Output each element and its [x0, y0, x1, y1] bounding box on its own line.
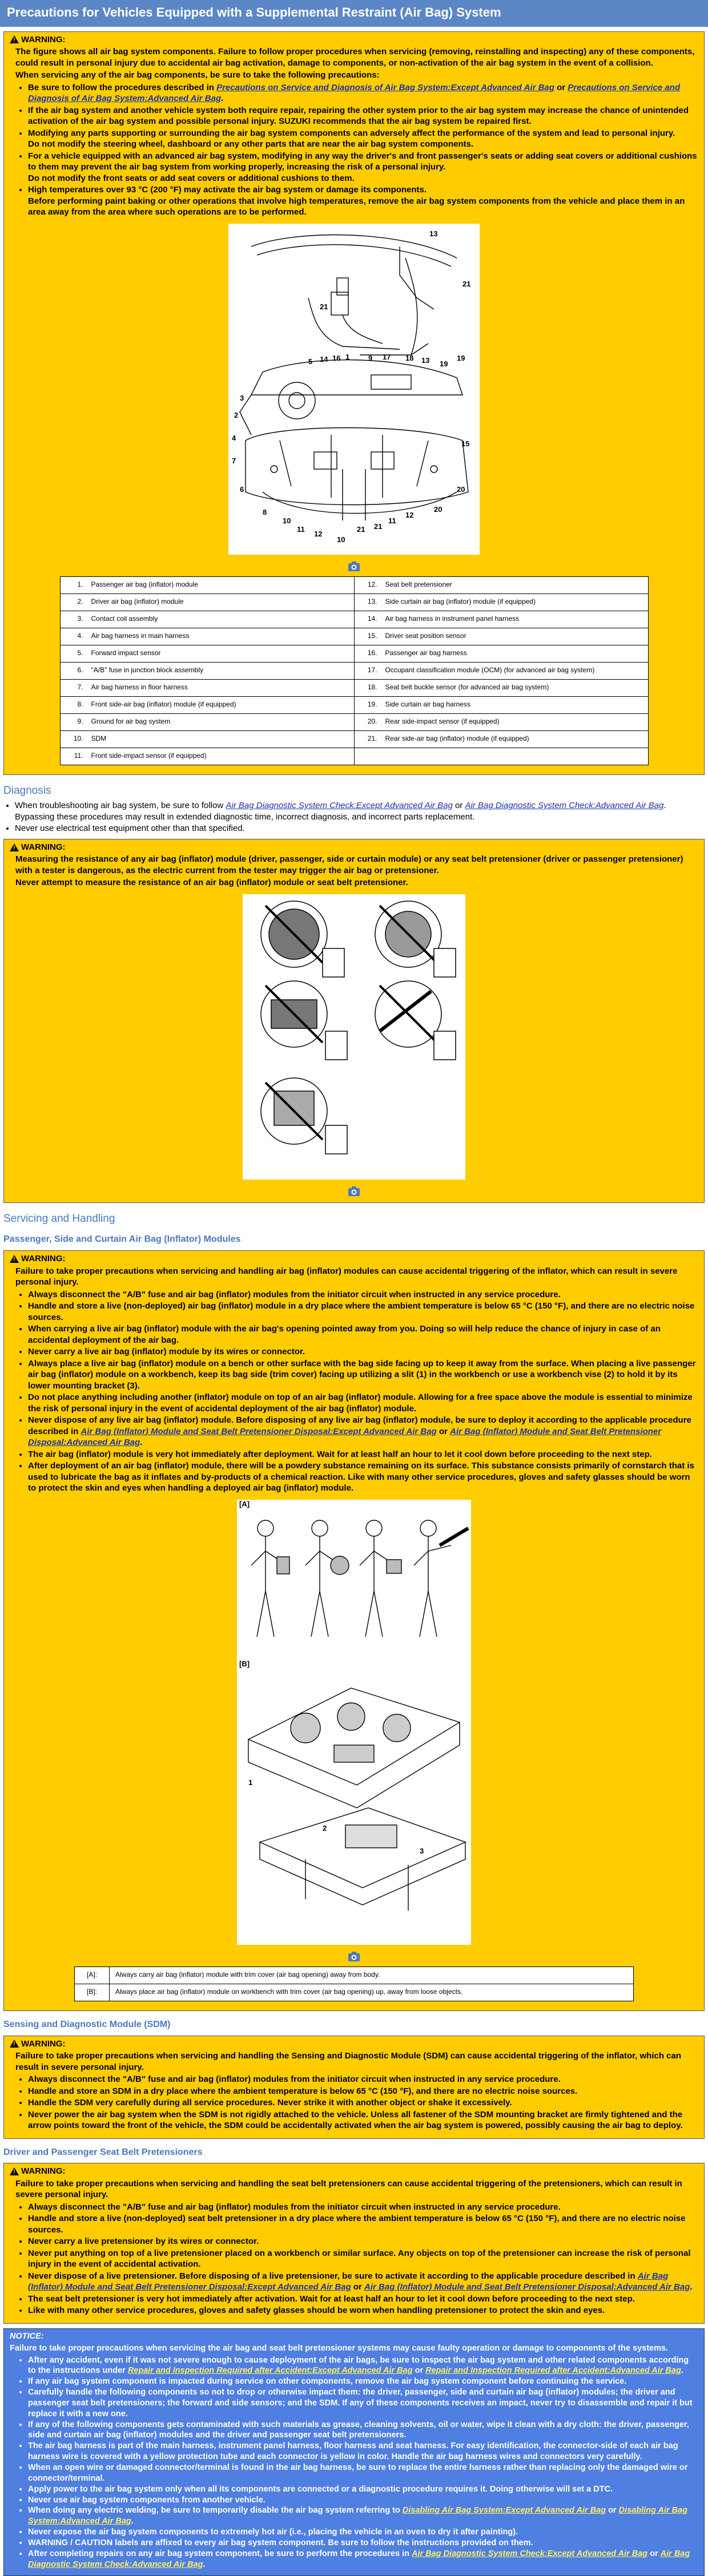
legend-number: 2.	[60, 593, 86, 611]
legend-label: Contact coil assembly	[86, 611, 355, 628]
warning-item: • High temperatures over 93 °C (200 °F) may activate the air bag system or damage its components. Before performing paint baking or other operations that involve high temperatures, remove the air bag system components from the vehicle and place them in an area away from the area where such operations are to be performed.	[28, 184, 698, 218]
link-precautions-except-advanced[interactable]: Precautions on Service and Diagnosis of Air Bag System:Except Advanced Air Bag	[216, 82, 554, 92]
callout: 14	[320, 354, 328, 364]
legend-text: Always carry air bag (inflator) module with trim cover (air bag opening) away from body.	[110, 1967, 634, 1984]
warning-item: • Handle the SDM very carefully during all service procedures. Never strike it with another object or shake it excessively.	[28, 2097, 698, 2109]
warning-item: • Never carry a live air bag (inflator) module by its wires or connector.	[28, 1346, 698, 1358]
link-diag-check-except-advanced[interactable]: Air Bag Diagnostic System Check:Except Advanced Air Bag	[411, 2549, 648, 2558]
legend-number: 18.	[354, 679, 380, 696]
diagnosis-list	[5, 800, 703, 834]
notice-label: NOTICE:	[10, 2331, 44, 2341]
handling-legend-table	[74, 1967, 634, 2001]
legend-label: Ground for air bag system	[86, 713, 355, 730]
notice-intro: Failure to take proper precautions when servicing the air bag and seat belt pretensioner systems may cause faulty operation or damage to components of the systems.	[10, 2343, 669, 2353]
callout: 2	[323, 1823, 327, 1832]
warning-item: • After deployment of an air bag (inflator) module, there will be a powdery substance remaining on its surface. This substance consists primarily of cornstarch that is used to lubricate the bag as it inflates and by-products of a chemical reaction. Like with many other service procedures, gloves and safety glasses should be worn to protect the skin and eyes when handling a deployed air bag (inflator) module.	[28, 1460, 698, 1494]
callout: 21	[320, 302, 328, 311]
warning-triangle-icon	[10, 2167, 19, 2175]
legend-number: 13.	[354, 593, 380, 611]
warning-label: WARNING:	[21, 34, 66, 45]
warning-item: • Never carry a live pretensioner by its wires or connector.	[28, 2236, 698, 2247]
no-tester-figure	[243, 894, 465, 1180]
legend-number: 11.	[60, 748, 86, 765]
legend-number: 10.	[60, 730, 86, 748]
vehicle-diagram-illustration	[228, 224, 480, 555]
link-repair-advanced[interactable]: Repair and Inspection Required after Accident:Advanced Air Bag	[425, 2366, 681, 2376]
notice-box	[3, 2328, 705, 2576]
callout: 19	[440, 359, 448, 368]
callout: 9	[368, 353, 373, 362]
servicing-heading: Servicing and Handling	[3, 1212, 115, 1225]
diagnosis-item: • When troubleshooting air bag system, be sure to follow Air Bag Diagnostic System Check:Except Advanced Air Bag or Air Bag Diagnostic System Check:Advanced Air Bag. Bypassing these procedures may result in extended diagnostic time, incorrect diagnosis, and incorrect parts replacement.	[15, 800, 703, 822]
callout: 12	[405, 510, 414, 519]
warning-triangle-icon	[10, 1255, 19, 1263]
warning-item: • Modifying any parts supporting or surrounding the air bag system components can adversely affect the performance of the system and lead to personal injury. Do not modify the steering wheel, dashboard or any other parts that are near the air bag system components.	[28, 128, 698, 150]
legend-label: Passenger air bag harness	[380, 645, 649, 662]
legend-key: [B]:	[75, 1984, 110, 2001]
callout: 18	[405, 353, 414, 362]
warning-box-sdm	[3, 2036, 705, 2139]
legend-label	[380, 748, 649, 765]
warning-label: WARNING:	[21, 1254, 66, 1264]
callout: 4	[232, 433, 236, 442]
legend-label: Front side-air bag (inflator) module (if equipped)	[86, 696, 355, 713]
warning-intro-2: When servicing any of the air bag components, be sure to take the following precautions:	[15, 70, 380, 80]
link-disabling-advanced[interactable]: Disabling Air Bag System:Advanced Air Bag	[28, 2506, 687, 2526]
notice-item: • If any of the following components gets contaminated with such materials as grease, cleaning solvents, oil or water, wipe it clean with a dry cloth: the driver, passenger, side and curtain air bag (inflator) modules and the driver and passenger seat belt pretensioners.	[28, 2420, 698, 2441]
warning-box-servicing	[3, 1250, 705, 2011]
callout: 20	[457, 484, 465, 494]
warning-item: • Never power the air bag system when the SDM is not rigidly attached to the vehicle. Unless all fastener of the SDM mounting bracket are firmly tightened and the arrow points toward the front of the vehicle, the SDM could be accidentally activated when the air bag system is powered, possibly causing the air bag to deploy.	[28, 2109, 698, 2131]
link-disposal-advanced[interactable]: Air Bag (Inflator) Module and Seat Belt Pretensioner Disposal:Advanced Air Bag	[28, 1426, 662, 1448]
notice-item: • Never expose the air bag system components to extremely hot air (i.e., placing the vehicle in an oven to dry it after painting).	[28, 2527, 698, 2538]
warning-item: • Never put anything on top of a live pretensioner placed on a workbench or similar surface. Any objects on top of the pretensioner can increase the risk of personal injury in the event of accidental activation.	[28, 2248, 698, 2270]
warning-box-components	[3, 31, 705, 775]
callout: 3	[240, 393, 244, 402]
link-repair-except-advanced[interactable]: Repair and Inspection Required after Accident:Except Advanced Air Bag	[127, 2366, 413, 2376]
legend-number: 14.	[354, 611, 380, 628]
legend-number: 17.	[354, 662, 380, 679]
legend-number: 16.	[354, 645, 380, 662]
warning-item: • Like with many other service procedures, gloves and safety glasses should be worn when handling pretensioner to protect the skin and eyes.	[28, 2305, 698, 2316]
callout: 8	[263, 507, 267, 516]
warning-text: Measuring the resistance of any air bag (inflator) module (driver, passenger, side or curtain module) or any seat belt pretensioner (driver or passenger pretensioner) with a tester is dangerous, as the electric current from the tester may trigger the air bag or pretensioner.	[15, 854, 683, 875]
legend-label: Driver air bag (inflator) module	[86, 593, 355, 611]
legend-label: Seat belt pretensioner	[380, 576, 649, 593]
carry-module-illustration	[237, 1511, 471, 1654]
warning-intro: Failure to take proper precautions when servicing and handling air bag (inflator) modules can cause accidental triggering of the inflator, which can result in severe personal injury.	[15, 1266, 678, 1287]
notice-item: • After completing repairs on any air bag system component, be sure to perform the procedures in Air Bag Diagnostic System Check:Except Advanced Air Bag or Air Bag Diagnostic System Check:Advanced Air Bag.	[28, 2549, 698, 2570]
warning-item: • For a vehicle equipped with an advanced air bag system, modifying in any way the driver's and front passenger's seats or adding seat covers or additional cushions to them may prevent the air bag system from working properly, increasing the risk of a personal injury. Do not modify the front seats or add seat covers or additional cushions to them.	[28, 151, 698, 184]
legend-text: Always place air bag (inflator) module on workbench with trim cover (air bag opening) up, away from loose objects.	[110, 1984, 634, 2001]
legend-number: 12.	[354, 576, 380, 593]
legend-row	[60, 679, 648, 696]
zoom-camera-icon[interactable]	[348, 1185, 360, 1197]
diagnosis-item: • Never use electrical test equipment other than that specified.	[15, 823, 703, 834]
callout: 3	[420, 1846, 424, 1855]
callout: 6	[240, 484, 244, 494]
callout: 21	[462, 279, 471, 288]
air-bag-components-figure	[228, 224, 480, 555]
warning-item: • When carrying a live air bag (inflator) module with the air bag's opening pointed away from you. Doing so will help reduce the chance of injury in case of an accidental deployment of the air bag.	[28, 1323, 698, 1346]
warning-item: • The air bag (inflator) module is very hot immediately after deployment. Wait for at least half an hour to let it cool down before proceeding to the next step.	[28, 1449, 698, 1460]
legend-label: Side curtain air bag harness	[380, 696, 649, 713]
callout: 10	[337, 535, 345, 544]
notice-item: • Never use air bag system components from another vehicle.	[28, 2495, 698, 2506]
warning-box-pretensioner	[3, 2163, 705, 2324]
prohibited-measurement-illustration	[243, 894, 465, 1180]
legend-label: Air bag harness in floor harness	[86, 679, 355, 696]
callout: 13	[421, 356, 430, 365]
legend-label: Rear side-impact sensor (if equipped)	[380, 713, 649, 730]
link-diag-check-except-advanced[interactable]: Air Bag Diagnostic System Check:Except Advanced Air Bag	[226, 801, 453, 811]
legend-number: 21.	[354, 730, 380, 748]
legend-number: 6.	[60, 662, 86, 679]
warning-item: • Be sure to follow the procedures described in Precautions on Service and Diagnosis of Air Bag System:Except Advanced Air Bag or Precautions on Service and Diagnosis of Air Bag System:Advanced Air Bag.	[28, 82, 698, 104]
link-disposal-except-advanced[interactable]: Air Bag (Inflator) Module and Seat Belt Pretensioner Disposal:Except Advanced Air Bag	[81, 1426, 437, 1436]
warning-intro: Failure to take proper precautions when servicing and handling the seat belt pretensioners can cause accidental triggering of the pretensioners, which can result in severe personal injury.	[15, 2178, 682, 2200]
legend-label: Passenger air bag (inflator) module	[86, 576, 355, 593]
legend-row	[60, 628, 648, 645]
warning-item: • Always place a live air bag (inflator) module on a bench or other surface with the bag side facing up to keep it away from the surface. When placing a live passenger air bag (inflator) module on a workbench, keep its bag side (trim cover) facing up utilizing a slit (1) in the workbench or use a workbench vise (2) to hold it by its lower mounting bracket (3).	[28, 1358, 698, 1392]
zoom-camera-icon[interactable]	[348, 560, 360, 572]
pretensioner-heading: Driver and Passenger Seat Belt Pretensioners	[3, 2147, 203, 2157]
callout: 21	[357, 524, 365, 534]
figure-label-a: [A]	[239, 1499, 250, 1508]
link-diag-check-advanced[interactable]: Air Bag Diagnostic System Check:Advanced Air Bag	[465, 801, 664, 811]
warning-item: • Never dispose of any live air bag (inflator) module. Before disposing of any live air bag (inflator) module, be sure to deploy it according to the applicable procedure described in Air Bag (Inflator) Module and Seat Belt Pretensioner Disposal:Except Advanced Air Bag or Air Bag (Inflator) Module and Seat Belt Pretensioner Disposal:Advanced Air Bag.	[28, 1415, 698, 1448]
legend-number: 19.	[354, 696, 380, 713]
link-disposal-except-advanced[interactable]: Air Bag (Inflator) Module and Seat Belt Pretensioner Disposal:Except Advanced Air Bag	[28, 2271, 669, 2292]
legend-number: 8.	[60, 696, 86, 713]
warning-box-diagnosis	[3, 839, 705, 1203]
warning-item: • Always disconnect the "A/B" fuse and air bag (inflator) modules from the initiator circuit when instructed in any service procedure.	[28, 2202, 698, 2213]
legend-label: "A/B" fuse in junction block assembly	[86, 662, 355, 679]
warning-label: WARNING:	[21, 842, 66, 852]
legend-row	[60, 645, 648, 662]
legend-row	[60, 730, 648, 748]
legend-row	[60, 696, 648, 713]
warning-item: • Do not place anything including another (inflator) module on top of an air bag (inflator) module. Allowing for a free space above the module is essential to minimize the risk of personal injury in the event of accidental deployment of the air bag (inflator) module.	[28, 1392, 698, 1414]
link-precautions-advanced[interactable]: Precautions on Service and Diagnosis of Air Bag System:Advanced Air Bag	[28, 82, 681, 104]
passenger-modules-subheading: Passenger, Side and Curtain Air Bag (Inflator) Modules	[3, 1234, 241, 1245]
legend-label: Forward impact sensor	[86, 645, 355, 662]
link-disabling-except-advanced[interactable]: Disabling Air Bag System:Except Advanced Air Bag	[402, 2506, 606, 2516]
warning-triangle-icon	[10, 2040, 19, 2048]
callout: 1	[248, 1778, 253, 1787]
callout: 12	[314, 529, 323, 538]
legend-row	[60, 748, 648, 765]
sdm-heading: Sensing and Diagnostic Module (SDM)	[3, 2019, 171, 2029]
callout: 21	[374, 522, 383, 531]
callout: 17	[383, 352, 391, 361]
callout: 7	[232, 456, 236, 465]
callout: 5	[308, 357, 313, 366]
warning-item: • Handle and store a live (non-deployed) seat belt pretensioner in a dry place where the ambient temperature is below 65 °C (150 °F), and there are no electric noise sources.	[28, 2213, 698, 2235]
legend-number: 5.	[60, 645, 86, 662]
legend-key: [A]:	[75, 1967, 110, 1984]
zoom-camera-icon[interactable]	[348, 1951, 360, 1962]
legend-number: 7.	[60, 679, 86, 696]
link-diag-check-advanced[interactable]: Air Bag Diagnostic System Check:Advanced Air Bag	[28, 2549, 690, 2569]
warning-item: • Always disconnect the "A/B" fuse and air bag (inflator) modules from the initiator circuit when instructed in any service procedure.	[28, 2074, 698, 2085]
handling-figure	[237, 1500, 471, 1945]
legend-label: Air bag harness in instrument panel harness	[380, 611, 649, 628]
legend-label: Air bag harness in main harness	[86, 628, 355, 645]
callout: 20	[434, 504, 442, 514]
callout: 2	[234, 410, 239, 419]
legend-number: 1.	[60, 576, 86, 593]
warning-item: • If the air bag system and another vehicle system both require repair, repairing the other system prior to the air bag system may increase the chance of unintended activation of the air bag system and possible personal injury. SUZUKI recommends that the air bag system be repaired first.	[28, 105, 698, 127]
page-title: Precautions for Vehicles Equipped with a Supplemental Restraint (Air Bag) System	[0, 0, 708, 27]
legend-label: Driver seat position sensor	[380, 628, 649, 645]
legend-number	[354, 748, 380, 765]
legend-label: Front side-impact sensor (if equipped)	[86, 748, 355, 765]
callout: 16	[332, 353, 341, 362]
warning-intro: Failure to take proper precautions when servicing and handling the Sensing and Diagnostic Module (SDM) can cause accidental triggering of the inflator, which can result in severe personal injury.	[15, 2051, 682, 2072]
callout: 10	[283, 516, 291, 525]
legend-label: Side curtain air bag (inflator) module (if equipped)	[380, 593, 649, 611]
callout: 15	[461, 439, 470, 448]
warning-item: • Always disconnect the "A/B" fuse and air bag (inflator) modules from the initiator circuit when instructed in any service procedure.	[28, 1289, 698, 1301]
warning-text: Never attempt to measure the resistance of an air bag (inflator) module or seat belt pretensioner.	[15, 878, 408, 888]
notice-item: • Apply power to the air bag system only when all its components are connected or a diagnostic procedure requires it. Doing otherwise will set a DTC.	[28, 2484, 698, 2495]
legend-label: Occupant classification module (OCM) (for advanced air bag system)	[380, 662, 649, 679]
callout: 11	[297, 524, 305, 534]
warning-intro: The figure shows all air bag system components. Failure to follow proper procedures when servicing (removing, reinstalling and inspecting) any of these components, could result in personal injury due to accidental air bag activation, damage to components, or non-activation of the air bag system in the event of a collision.	[15, 47, 695, 68]
figure-label-b: [B]	[239, 1659, 250, 1668]
legend-row	[60, 662, 648, 679]
place-module-illustration	[237, 1671, 471, 1945]
callout: 13	[429, 229, 438, 238]
warning-item: • Never dispose of a live pretensioner. Before disposing of a live pretensioner, be sure to activate it according to the applicable procedure described in Air Bag (Inflator) Module and Seat Belt Pretensioner Disposal:Except Advanced Air Bag or Air Bag (Inflator) Module and Seat Belt Pretensioner Disposal:Advanced Air Bag.	[28, 2271, 698, 2293]
callout: 19	[457, 353, 465, 362]
notice-item: • When doing any electric welding, be sure to temporarily disable the air bag system referring to Disabling Air Bag System:Except Advanced Air Bag or Disabling Air Bag System:Advanced Air Bag.	[28, 2505, 698, 2527]
warning-item: • Handle and store an SDM in a dry place where the ambient temperature is below 65 °C (150 °F), and there are no electric noise sources.	[28, 2086, 698, 2097]
warning-triangle-icon	[10, 35, 19, 43]
notice-item: • The air bag harness is part of the main harness, instrument panel harness, floor harness and seat harness. For easy identification, the connector-side of each air bag harness wire is covered with a yellow protection tube and each connector is yellow in color. Handle the air bag harness wires and connectors very carefully.	[28, 2441, 698, 2462]
notice-item: • Carefully handle the following components so not to drop or otherwise impact them: the driver, passenger, side and curtain air bag (inflator) modules; the driver and passenger seat belt pretensioners; the forward and side sensors; and the SDM. If any of these components receives an impact, never try to disassemble and repair it but replace it with a new one.	[28, 2387, 698, 2420]
legend-label: Rear side-air bag (inflator) module (if equipped)	[380, 730, 649, 748]
legend-number: 9.	[60, 713, 86, 730]
callout: 11	[388, 516, 396, 525]
warning-triangle-icon	[10, 843, 19, 851]
notice-item: • If any air bag system component is impacted during service on other components, remove the air bag system component before continuing the service.	[28, 2376, 698, 2387]
notice-item: • When an open wire or damaged connector/terminal is found in the air bag harness, be sure to replace the entire harness rather than replacing only the damaged wire or connector/terminal.	[28, 2462, 698, 2484]
notice-item: • WARNING / CAUTION labels are affixed to every air bag system component. Be sure to follow the instructions provided on them.	[28, 2538, 698, 2549]
legend-row	[60, 611, 648, 628]
legend-label: SDM	[86, 730, 355, 748]
legend-number: 20.	[354, 713, 380, 730]
legend-label: Seat belt buckle sensor (for advanced air bag system)	[380, 679, 649, 696]
legend-number: 3.	[60, 611, 86, 628]
legend-row	[60, 713, 648, 730]
legend-row	[60, 576, 648, 593]
notice-item: • After any accident, even if it was not severe enough to cause deployment of the air bags, be sure to inspect the air bag system and other related components according to the instructions under Repair and Inspection Required after Accident:Except Advanced Air Bag or Repair and Inspection Required after Accident:Advanced Air Bag.	[28, 2355, 698, 2377]
warning-label: WARNING:	[21, 2038, 66, 2049]
warning-item: • The seat belt pretensioner is very hot immediately after activation. Wait for at least half an hour to let it cool down before proceeding to the next step.	[28, 2294, 698, 2305]
legend-row	[60, 593, 648, 611]
legend-number: 15.	[354, 628, 380, 645]
callout: 1	[345, 352, 350, 361]
warning-label: WARNING:	[21, 2166, 66, 2177]
warning-header	[10, 34, 698, 46]
warning-item: • Handle and store a live (non-deployed) air bag (inflator) module in a dry place where the ambient temperature is below 65 °C (150 °F), and there are no electric noise sources.	[28, 1301, 698, 1323]
link-disposal-advanced[interactable]: Air Bag (Inflator) Module and Seat Belt Pretensioner Disposal:Advanced Air Bag	[364, 2282, 690, 2292]
legend-number: 4.	[60, 628, 86, 645]
component-legend-table	[60, 576, 649, 765]
diagnosis-heading: Diagnosis	[3, 784, 51, 797]
